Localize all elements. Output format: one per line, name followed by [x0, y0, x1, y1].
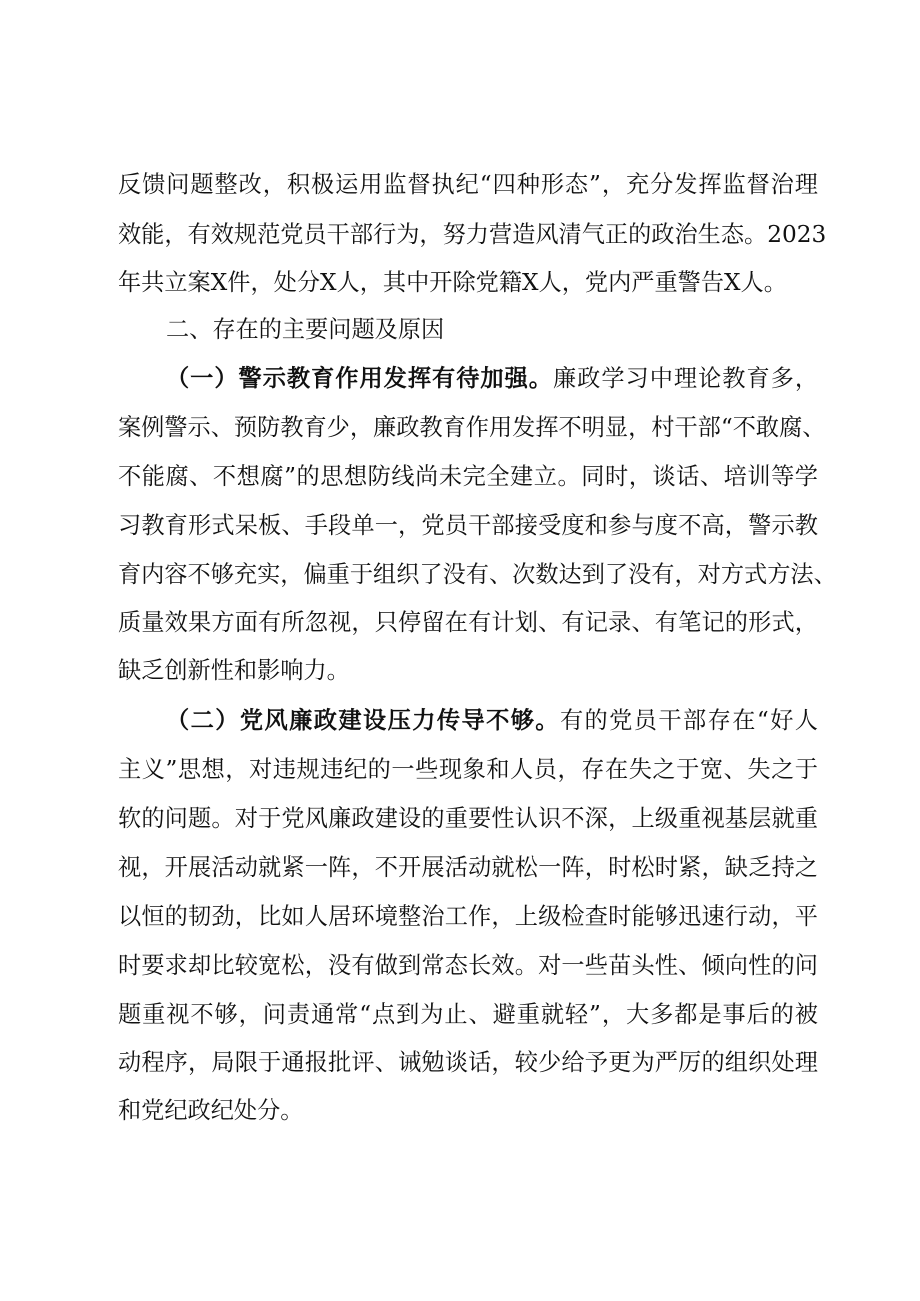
issue-2-line-5: 以恒的韧劲，比如人居环境整治工作，上级检查时能够迅速行动，平: [118, 903, 818, 930]
issue-2-line-2: 主义”思想，对违规违纪的一些现象和人员，存在失之于宽、失之于: [118, 756, 818, 783]
issue-2-line-6: 时要求却比较宽松，没有做到常态长效。对一些苗头性、倾向性的问: [118, 952, 818, 979]
issue-1-first-line-rest: 廉政学习中理论教育多，: [552, 365, 819, 392]
issue-1-line-5: 育内容不够充实，偏重于组织了没有、次数达到了没有，对方式方法、: [118, 561, 837, 588]
section-heading: 二、存在的主要问题及原因: [166, 316, 445, 343]
issue-2-line-8: 动程序，局限于通报批评、诫勉谈话，较少给予更为严厉的组织处理: [118, 1049, 818, 1076]
issue-1-line-6: 质量效果方面有所忽视，只停留在有计划、有记录、有笔记的形式，: [118, 609, 818, 636]
issue-2-line-4: 视，开展活动就紧一阵，不开展活动就松一阵，时松时紧，缺乏持之: [118, 854, 818, 881]
issue-2-line-7: 题重视不够，问责通常“点到为止、避重就轻”，大多都是事后的被: [118, 1001, 818, 1028]
issue-1-line-2: 案例警示、预防教育少，廉政教育作用发挥不明显，村干部“不敢腐、: [118, 414, 826, 441]
issue-2-first-line-rest: 有的党员干部存在“好人: [559, 707, 818, 734]
issue-1-line-7: 缺乏创新性和影响力。: [118, 657, 350, 684]
issue-1-title: （一）警示教育作用发挥有待加强。: [166, 365, 553, 392]
issue-2-title: （二）党风廉政建设压力传导不够。: [166, 707, 560, 734]
issue-1-line-4: 习教育形式呆板、手段单一，党员干部接受度和参与度不高，警示教: [118, 512, 818, 539]
intro-line-1: 反馈问题整改，积极运用监督执纪“四种形态”，充分发挥监督治理: [118, 171, 818, 198]
issue-2-line-9: 和党纪政纪处分。: [118, 1097, 304, 1124]
issue-1-line-3: 不能腐、不想腐”的思想防线尚未完全建立。同时，谈话、培训等学: [118, 463, 818, 490]
intro-line-2: 效能，有效规范党员干部行为，努力营造风清气正的政治生态。2023: [118, 221, 827, 248]
issue-2-first-line: [166, 698, 818, 744]
issue-1-first-line: [166, 356, 818, 402]
issue-2-line-3: 软的问题。对于党风廉政建设的重要性认识不深，上级重视基层就重: [118, 805, 818, 832]
intro-line-3: 年共立案X件，处分X人，其中开除党籍X人，党内严重警告X人。: [118, 269, 787, 296]
